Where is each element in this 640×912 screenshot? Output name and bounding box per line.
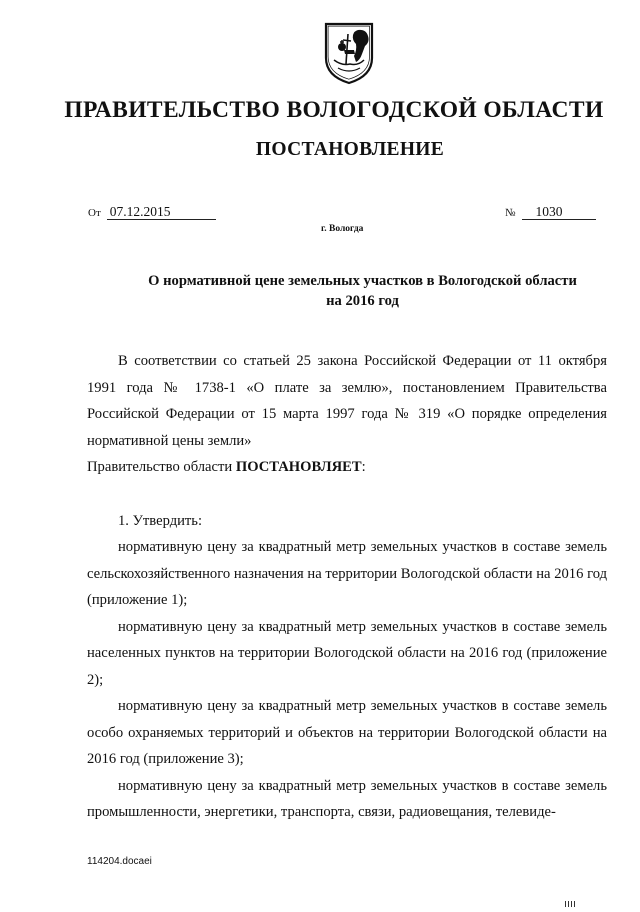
vologda-coat-of-arms-icon — [322, 20, 376, 86]
scan-mark — [565, 894, 583, 900]
document-subject — [100, 271, 625, 311]
resolves-suffix: : — [361, 459, 366, 475]
subject-line-1: О нормативной цене земельных участков в Вологодской области — [148, 273, 577, 289]
resolves-prefix: Правительство области — [87, 459, 236, 475]
document-date — [88, 205, 216, 220]
number-label: № — [505, 207, 516, 219]
document-body — [87, 348, 607, 826]
paragraph-gap — [87, 481, 607, 508]
file-code: 114204.docaei — [87, 856, 152, 867]
preamble-paragraph: В соответствии со статьей 25 закона Российской Федерации от 11 октября 1991 года № 1738-1 «О плате за землю», постановлением Правительства Российской Федерации от 15 марта 1997 года № 319 «О порядке определения нормативной цены земли» — [87, 353, 607, 449]
document-number — [505, 205, 596, 220]
item-1-heading: 1. Утвердить: — [118, 512, 203, 529]
date-value: 07.12.2015 — [107, 205, 216, 220]
date-label: От — [88, 207, 101, 219]
number-value: 1030 — [522, 205, 596, 220]
resolves-paragraph — [87, 454, 607, 481]
government-title: ПРАВИТЕЛЬСТВО ВОЛОГОДСКОЙ ОБЛАСТИ — [64, 97, 604, 123]
document-type: ПОСТАНОВЛЕНИЕ — [255, 139, 445, 160]
sub-item-paragraph: нормативную цену за квадратный метр земельных участков в составе земель населенных пунктов на территории Вологодской области на 2016 год (приложение 2); — [87, 618, 607, 688]
resolves-keyword: ПОСТАНОВЛЯЕТ — [235, 459, 362, 475]
sub-item-paragraph: нормативную цену за квадратный метр земельных участков в составе земель промышленности, энергетики, транспорта, связи, радиовещания, телевиде- — [87, 777, 607, 820]
city-name: г. Вологда — [321, 224, 364, 234]
sub-item-paragraph: нормативную цену за квадратный метр земельных участков в составе земель сельскохозяйственного назначения на территории Вологодской области на 2016 год (приложение 1); — [87, 539, 607, 608]
subject-line-2: на 2016 год — [326, 293, 399, 309]
sub-item-paragraph: нормативную цену за квадратный метр земельных участков в составе земель особо охраняемых территорий и объектов на территории Вологодской области на 2016 год (приложение 3); — [87, 698, 607, 767]
